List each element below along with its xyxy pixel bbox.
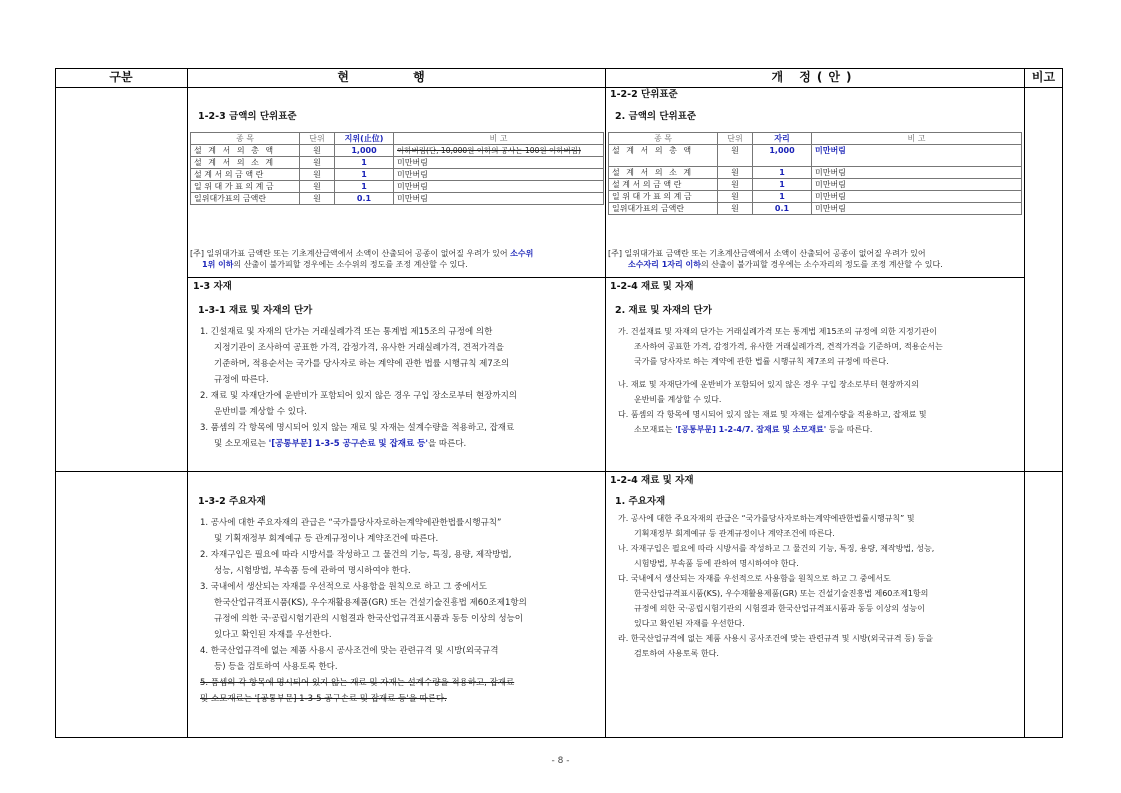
col-divider bbox=[1024, 68, 1025, 738]
col-divider bbox=[187, 68, 188, 738]
table-cell: 원 bbox=[718, 179, 753, 191]
table-cell: 원 bbox=[300, 181, 335, 193]
list-item: 을 따른다. bbox=[428, 439, 467, 449]
list-item: 나. 자재구입은 필요에 따라 시방서를 작성하고 그 물건의 기능, 특징, 용량, 제작방법, 성능, bbox=[618, 544, 935, 553]
list-item: 검토하여 사용토록 한다. bbox=[634, 649, 719, 658]
list-item: 국가를 당사자로 하는 계약에 관한 법률 시행규칙 제7조의 규정에 따른다. bbox=[634, 357, 889, 366]
section-body bbox=[200, 515, 600, 707]
table-row bbox=[609, 145, 1022, 167]
list-item: 2. 재료 및 자재단가에 운반비가 포함되어 있지 않은 경우 구입 장소로부터 현장까지의 bbox=[200, 391, 518, 401]
table-cell: 원 bbox=[718, 203, 753, 215]
table-cell: 미만버림 bbox=[812, 179, 1022, 191]
table-header: 지위(止位) bbox=[335, 133, 394, 145]
table-cell: 원 bbox=[300, 145, 335, 157]
header-current: 현 행 bbox=[337, 70, 455, 84]
table-cell: 미만버림 bbox=[394, 193, 604, 205]
list-item: 등을 따른다. bbox=[826, 425, 873, 434]
spacer bbox=[618, 369, 1020, 377]
list-item: 규정에 의한 국·공립시험기관의 시험결과 한국산업규격표시품과 동등 이상의 성능이 bbox=[214, 614, 524, 624]
table-cell: 미만버림 bbox=[394, 157, 604, 169]
table-header: 단위 bbox=[718, 133, 753, 145]
table-cell: 일위대가표의 금액란 bbox=[191, 193, 300, 205]
list-item: 있다고 확인된 자재를 우선한다. bbox=[634, 619, 745, 628]
unit-table-revised bbox=[608, 132, 1022, 215]
list-item: 시험방법, 부속품 등에 관하여 명시하여야 한다. bbox=[634, 559, 799, 568]
footnote-emph: 1위 이하 bbox=[202, 260, 234, 269]
table-cell: 설 계 서 의 소 계 bbox=[191, 157, 300, 169]
list-item: 가. 건설재료 및 자재의 단가는 거래실례가격 또는 통계법 제15조의 규정에 의한 지정기관이 bbox=[618, 327, 937, 336]
table-row bbox=[191, 145, 604, 157]
list-item: 소모재료는 bbox=[634, 425, 676, 434]
list-item: 1. 긴설재료 및 자재의 단가는 거래실례가격 또는 통계법 제15조의 규정에 의한 bbox=[200, 327, 493, 337]
reference-link: '[공통부문] 1-2-4/7. 잡재료 및 소모재료' bbox=[675, 425, 827, 434]
table-row bbox=[609, 191, 1022, 203]
list-item: 기획재정부 회계예규 등 관계규정이나 계약조건에 따른다. bbox=[634, 529, 835, 538]
table-cell: 미만버림 bbox=[812, 145, 1022, 167]
table-cell: 원 bbox=[718, 191, 753, 203]
row-divider bbox=[55, 471, 1063, 472]
table-cell: 1 bbox=[335, 157, 394, 169]
list-item: 나. 재료 및 자재단가에 운반비가 포함되어 있지 않은 경우 구입 장소로부터 현장까지의 bbox=[618, 380, 919, 389]
table-cell: 미만버림 bbox=[394, 181, 604, 193]
footnote-current bbox=[190, 248, 602, 270]
list-item: 및 기획재정부 회계예규 등 관계규정이나 계약조건에 따른다. bbox=[214, 534, 439, 544]
list-item: 라. 한국산업규격에 없는 제품 사용시 공사조건에 맞는 관련규격 및 시방(외국규격 등) 등을 bbox=[618, 634, 933, 643]
table-cell: 원 bbox=[300, 157, 335, 169]
footnote-revised bbox=[608, 248, 1022, 270]
footnote-emph: 소수위 bbox=[510, 249, 534, 258]
table-row bbox=[609, 179, 1022, 191]
unit-table-current bbox=[190, 132, 604, 205]
table-cell: 1,000 bbox=[753, 145, 812, 167]
table-row bbox=[191, 193, 604, 205]
table-cell: 이하버림(단, 10,000원 이하의 공사는 100원 이하버림) bbox=[394, 145, 604, 157]
list-item: 운반비를 계상할 수 있다. bbox=[214, 407, 307, 417]
table-row bbox=[191, 181, 604, 193]
table-cell: 미만버림 bbox=[812, 203, 1022, 215]
table-row bbox=[609, 203, 1022, 215]
table-header: 종 목 bbox=[609, 133, 718, 145]
list-item: 규정에 의한 국·공립시험기관의 시험결과 한국산업규격표시품과 동등 이상의 성능이 bbox=[634, 604, 925, 613]
list-item: 규정에 따른다. bbox=[214, 375, 269, 385]
list-item: 한국산업규격표시품(KS), 우수재활용제품(GR) 또는 건설기술진흥법 제60조제1항의 bbox=[634, 589, 929, 598]
section-title: 1-2-2 단위표준 bbox=[610, 89, 678, 100]
header-revised: 개 정(안) bbox=[771, 70, 858, 84]
table-cell: 원 bbox=[718, 167, 753, 179]
table-cell: 1 bbox=[753, 191, 812, 203]
list-item: 지정기관이 조사하여 공표한 가격, 감정가격, 유사한 거래실례가격, 견적가격을 bbox=[214, 343, 504, 353]
table-header: 비 고 bbox=[394, 133, 604, 145]
table-cell: 미만버림 bbox=[812, 191, 1022, 203]
list-item: 다. 국내에서 생산되는 자재를 우선적으로 사용함을 원칙으로 하고 그 중에서도 bbox=[618, 574, 891, 583]
table-cell: 원 bbox=[300, 169, 335, 181]
section-title: 1-3 자재 bbox=[193, 281, 232, 292]
table-header: 종 목 bbox=[191, 133, 300, 145]
section-title: 1-3-2 주요자재 bbox=[198, 496, 266, 507]
table-cell: 원 bbox=[300, 193, 335, 205]
list-item: 4. 한국산업규격에 없는 제품 사용시 공사조건에 맞는 관련규격 및 시방(외국규격 bbox=[200, 646, 499, 656]
table-header: 비 고 bbox=[812, 133, 1022, 145]
reference-link: '[공통부문] 1-3-5 공구손료 및 잡재료 등' bbox=[268, 439, 428, 449]
section-body bbox=[618, 511, 1020, 661]
comparison-table bbox=[55, 68, 1063, 738]
section-title: 2. 재료 및 자재의 단가 bbox=[615, 305, 712, 316]
table-cell: 0.1 bbox=[753, 203, 812, 215]
list-item: 등) 등을 검토하여 사용토록 한다. bbox=[214, 662, 338, 672]
footnote-text: [주] 일위대가표 금액란 또는 기초계산금액에서 소액이 산출되어 공종이 없어질 우려가 있어 bbox=[190, 249, 511, 258]
table-row bbox=[609, 167, 1022, 179]
list-item: 조사하여 공표한 가격, 감정가격, 유사한 거래실례가격, 견적가격을 기준하며, 적용순서는 bbox=[634, 342, 943, 351]
section-title: 1-2-3 금액의 단위표준 bbox=[198, 111, 297, 122]
table-row bbox=[191, 157, 604, 169]
table-row bbox=[191, 169, 604, 181]
footnote-text: [주] 일위대가표 금액란 또는 기초계산금액에서 소액이 산출되어 공종이 없어질 우려가 있어 bbox=[608, 249, 926, 258]
list-item: 성능, 시험방법, 부속품 등에 관하여 명시하여야 한다. bbox=[214, 566, 411, 576]
section-title: 1-2-4 재료 및 자재 bbox=[610, 475, 694, 486]
list-item: 가. 공사에 대한 주요자재의 관급은 “국가를당사자로하는계약에관한법률시행규칙” 및 bbox=[618, 514, 915, 523]
list-item: 3. 국내에서 생산되는 자재를 우선적으로 사용함을 원칙으로 하고 그 중에서도 bbox=[200, 582, 487, 592]
table-header: 자리 bbox=[753, 133, 812, 145]
section-body bbox=[618, 324, 1020, 437]
header-divider bbox=[55, 87, 1063, 88]
header-gubun: 구분 bbox=[109, 70, 133, 84]
section-title: 1. 주요자재 bbox=[615, 496, 666, 507]
list-item: 3. 품셈의 각 항목에 명시되어 있지 않는 재료 및 자재는 설계수량을 적용하고, 잡재료 bbox=[200, 423, 515, 433]
section-body bbox=[200, 324, 600, 452]
table-cell: 설 계 서 의 총 액 bbox=[191, 145, 300, 157]
row-divider bbox=[187, 277, 1024, 278]
list-item: 및 소모재료는 bbox=[214, 439, 269, 449]
section-title: 1-2-4 재료 및 자재 bbox=[610, 281, 694, 292]
list-item: 있다고 확인된 자재를 우선한다. bbox=[214, 630, 332, 640]
list-item: 기준하며, 적용순서는 국가를 당사자로 하는 계약에 관한 법률 시행규칙 제7조의 bbox=[214, 359, 510, 369]
table-cell: 1 bbox=[335, 169, 394, 181]
footnote-emph: 소수자리 1자리 이하 bbox=[628, 260, 701, 269]
table-cell: 1 bbox=[335, 181, 394, 193]
table-cell: 1 bbox=[753, 179, 812, 191]
table-cell: 1,000 bbox=[335, 145, 394, 157]
table-cell: 0.1 bbox=[335, 193, 394, 205]
header-remarks: 비고 bbox=[1031, 70, 1056, 84]
table-cell: 일위대가표의 금액란 bbox=[609, 203, 718, 215]
table-cell: 미만버림 bbox=[812, 167, 1022, 179]
list-item: 2. 자재구입은 필요에 따라 시방서를 작성하고 그 물건의 기능, 특징, 용량, 제작방법, bbox=[200, 550, 512, 560]
list-item-deleted: 및 소모재료는 '[공통부문] 1-3-5 공구손료 및 잡재료 등'을 따른다. bbox=[200, 694, 447, 704]
footnote-text: 의 산출이 불가피할 경우에는 소수위의 정도를 조정 계산할 수 있다. bbox=[233, 260, 468, 269]
page-number: - 8 - bbox=[551, 756, 570, 766]
section-title: 2. 금액의 단위표준 bbox=[615, 111, 697, 122]
list-item-deleted: 5. 품셈의 각 항목에 명시되어 있지 않는 재료 및 자재는 설계수량을 적용하고, 잡재료 bbox=[200, 678, 515, 688]
table-cell: 설 계 서 의 금 액 란 bbox=[609, 179, 718, 191]
table-cell: 설 계 서 의 소 계 bbox=[609, 167, 718, 179]
table-cell: 1 bbox=[753, 167, 812, 179]
section-title: 1-3-1 재료 및 자재의 단가 bbox=[198, 305, 313, 316]
table-cell: 미만버림 bbox=[394, 169, 604, 181]
list-item: 한국산업규격표시품(KS), 우수재활용제품(GR) 또는 건설기술진흥법 제60조제1항의 bbox=[214, 598, 527, 608]
table-cell: 일 위 대 가 표 의 계 금 bbox=[191, 181, 300, 193]
table-cell: 원 bbox=[718, 145, 753, 167]
list-item: 1. 공사에 대한 주요자재의 관급은 “국가를당사자로하는계약에관한법률시행규칙” bbox=[200, 518, 502, 528]
footnote-text: 의 산출이 불가피할 경우에는 소수자리의 정도를 조정 계산할 수 있다. bbox=[700, 260, 943, 269]
col-divider bbox=[605, 68, 606, 738]
table-header: 단위 bbox=[300, 133, 335, 145]
list-item: 다. 품셈의 각 항목에 명시되어 있지 않는 재료 및 자재는 설계수량을 적용하고, 잡재료 및 bbox=[618, 410, 927, 419]
list-item: 운반비를 계상할 수 있다. bbox=[634, 395, 722, 404]
table-cell: 설 계 서 의 총 액 bbox=[609, 145, 718, 167]
table-cell: 일 위 대 가 표 의 계 금 bbox=[609, 191, 718, 203]
table-cell: 설 계 서 의 금 액 란 bbox=[191, 169, 300, 181]
